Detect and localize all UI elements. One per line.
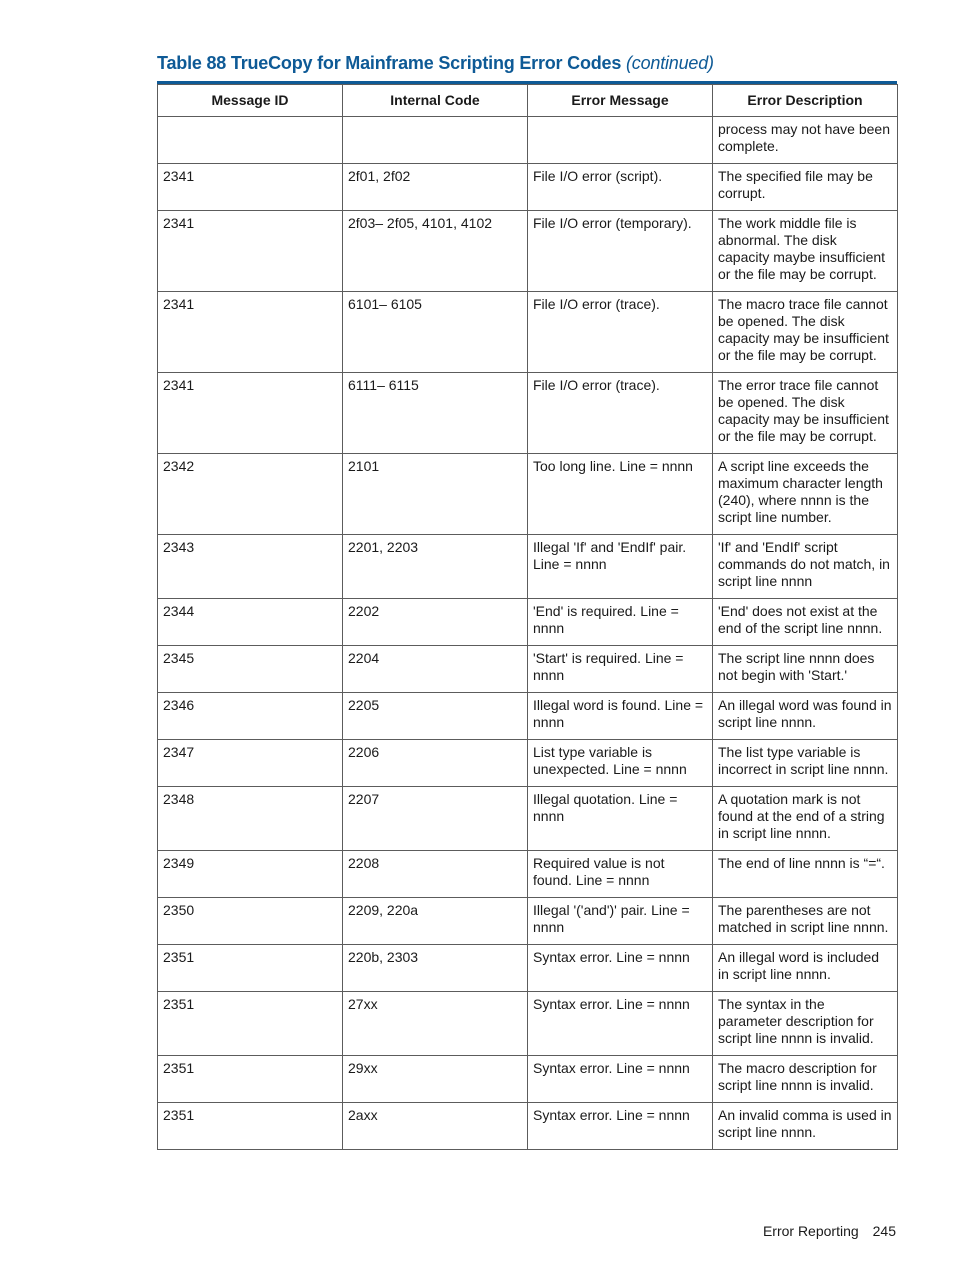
table-body <box>158 117 898 1150</box>
cell-error-description: The macro trace file cannot be opened. The disk capacity may be insufficient or the file may be corrupt. <box>713 292 898 373</box>
cell-error-description: 'If' and 'EndIf' script commands do not match, in script line nnnn <box>713 535 898 599</box>
table-row <box>158 599 898 646</box>
header-error-message: Error Message <box>528 85 713 117</box>
header-error-description: Error Description <box>713 85 898 117</box>
table-row <box>158 1103 898 1150</box>
cell-message-id: 2344 <box>158 599 343 646</box>
cell-message-id: 2345 <box>158 646 343 693</box>
cell-error-message: Syntax error. Line = nnnn <box>528 945 713 992</box>
table-row <box>158 373 898 454</box>
page-number: 245 <box>872 1223 896 1239</box>
cell-message-id: 2341 <box>158 292 343 373</box>
cell-error-message: File I/O error (trace). <box>528 292 713 373</box>
cell-internal-code: 2208 <box>343 851 528 898</box>
cell-message-id: 2346 <box>158 693 343 740</box>
table-row <box>158 693 898 740</box>
cell-error-description: process may not have been complete. <box>713 117 898 164</box>
table-caption <box>157 53 714 74</box>
cell-internal-code: 2204 <box>343 646 528 693</box>
table-row <box>158 945 898 992</box>
cell-error-description: The script line nnnn does not begin with 'Start.' <box>713 646 898 693</box>
table-row <box>158 535 898 599</box>
cell-error-message: Required value is not found. Line = nnnn <box>528 851 713 898</box>
cell-error-description: The specified file may be corrupt. <box>713 164 898 211</box>
cell-error-message: List type variable is unexpected. Line = nnnn <box>528 740 713 787</box>
cell-error-description: The parentheses are not matched in script line nnnn. <box>713 898 898 945</box>
cell-internal-code: 2axx <box>343 1103 528 1150</box>
table-title: Table 88 TrueCopy for Mainframe Scripting Error Codes <box>157 53 622 73</box>
cell-error-message: Illegal word is found. Line = nnnn <box>528 693 713 740</box>
table-row <box>158 211 898 292</box>
cell-internal-code: 2205 <box>343 693 528 740</box>
cell-error-message: File I/O error (trace). <box>528 373 713 454</box>
cell-internal-code: 2f03– 2f05, 4101, 4102 <box>343 211 528 292</box>
table-row <box>158 1056 898 1103</box>
error-codes-table <box>157 84 898 1150</box>
cell-error-message: Syntax error. Line = nnnn <box>528 1103 713 1150</box>
cell-internal-code: 2f01, 2f02 <box>343 164 528 211</box>
cell-internal-code: 27xx <box>343 992 528 1056</box>
cell-error-description: 'End' does not exist at the end of the script line nnnn. <box>713 599 898 646</box>
table-row <box>158 992 898 1056</box>
footer-section: Error Reporting <box>762 1223 859 1239</box>
cell-internal-code: 2209, 220a <box>343 898 528 945</box>
cell-message-id: 2347 <box>158 740 343 787</box>
page-footer <box>763 1223 896 1239</box>
cell-error-description: The macro description for script line nnnn is invalid. <box>713 1056 898 1103</box>
table-row <box>158 164 898 211</box>
cell-error-description: The syntax in the parameter description for script line nnnn is invalid. <box>713 992 898 1056</box>
cell-error-description: The list type variable is incorrect in script line nnnn. <box>713 740 898 787</box>
cell-message-id: 2351 <box>158 992 343 1056</box>
cell-internal-code: 2201, 2203 <box>343 535 528 599</box>
cell-internal-code: 29xx <box>343 1056 528 1103</box>
header-internal-code: Internal Code <box>343 85 528 117</box>
cell-error-message: Syntax error. Line = nnnn <box>528 1056 713 1103</box>
cell-error-message: File I/O error (script). <box>528 164 713 211</box>
cell-message-id: 2341 <box>158 211 343 292</box>
cell-error-message: Too long line. Line = nnnn <box>528 454 713 535</box>
table-row <box>158 117 898 164</box>
table-row <box>158 454 898 535</box>
table-row <box>158 646 898 693</box>
cell-message-id: 2351 <box>158 945 343 992</box>
cell-error-message: Syntax error. Line = nnnn <box>528 992 713 1056</box>
cell-message-id: 2343 <box>158 535 343 599</box>
table-row <box>158 787 898 851</box>
header-row <box>158 85 898 117</box>
cell-internal-code: 2207 <box>343 787 528 851</box>
table-row <box>158 292 898 373</box>
cell-internal-code: 6111– 6115 <box>343 373 528 454</box>
cell-message-id: 2350 <box>158 898 343 945</box>
cell-error-description: An illegal word was found in script line nnnn. <box>713 693 898 740</box>
table-row <box>158 898 898 945</box>
cell-error-message: Illegal 'If' and 'EndIf' pair. Line = nnnn <box>528 535 713 599</box>
cell-error-description: An illegal word is included in script line nnnn. <box>713 945 898 992</box>
cell-message-id: 2341 <box>158 373 343 454</box>
cell-error-description: The end of line nnnn is “=“. <box>713 851 898 898</box>
cell-error-description: An invalid comma is used in script line nnnn. <box>713 1103 898 1150</box>
cell-message-id <box>158 117 343 164</box>
cell-message-id: 2349 <box>158 851 343 898</box>
table-row <box>158 740 898 787</box>
cell-error-message: Illegal quotation. Line = nnnn <box>528 787 713 851</box>
header-message-id: Message ID <box>158 85 343 117</box>
continued-label: (continued) <box>625 53 714 73</box>
cell-error-message: 'Start' is required. Line = nnnn <box>528 646 713 693</box>
cell-error-message: Illegal '('and')' pair. Line = nnnn <box>528 898 713 945</box>
cell-internal-code: 6101– 6105 <box>343 292 528 373</box>
cell-internal-code: 220b, 2303 <box>343 945 528 992</box>
cell-message-id: 2342 <box>158 454 343 535</box>
cell-message-id: 2348 <box>158 787 343 851</box>
cell-internal-code <box>343 117 528 164</box>
cell-error-description: The error trace file cannot be opened. The disk capacity may be insufficient or the file may be corrupt. <box>713 373 898 454</box>
cell-error-description: A script line exceeds the maximum character length (240), where nnnn is the script line number. <box>713 454 898 535</box>
cell-message-id: 2341 <box>158 164 343 211</box>
cell-error-description: The work middle file is abnormal. The disk capacity maybe insufficient or the file may be corrupt. <box>713 211 898 292</box>
cell-error-message: File I/O error (temporary). <box>528 211 713 292</box>
table-row <box>158 851 898 898</box>
cell-error-message <box>528 117 713 164</box>
cell-error-description: A quotation mark is not found at the end of a string in script line nnnn. <box>713 787 898 851</box>
cell-message-id: 2351 <box>158 1056 343 1103</box>
cell-message-id: 2351 <box>158 1103 343 1150</box>
cell-error-message: 'End' is required. Line = nnnn <box>528 599 713 646</box>
cell-internal-code: 2206 <box>343 740 528 787</box>
cell-internal-code: 2202 <box>343 599 528 646</box>
cell-internal-code: 2101 <box>343 454 528 535</box>
